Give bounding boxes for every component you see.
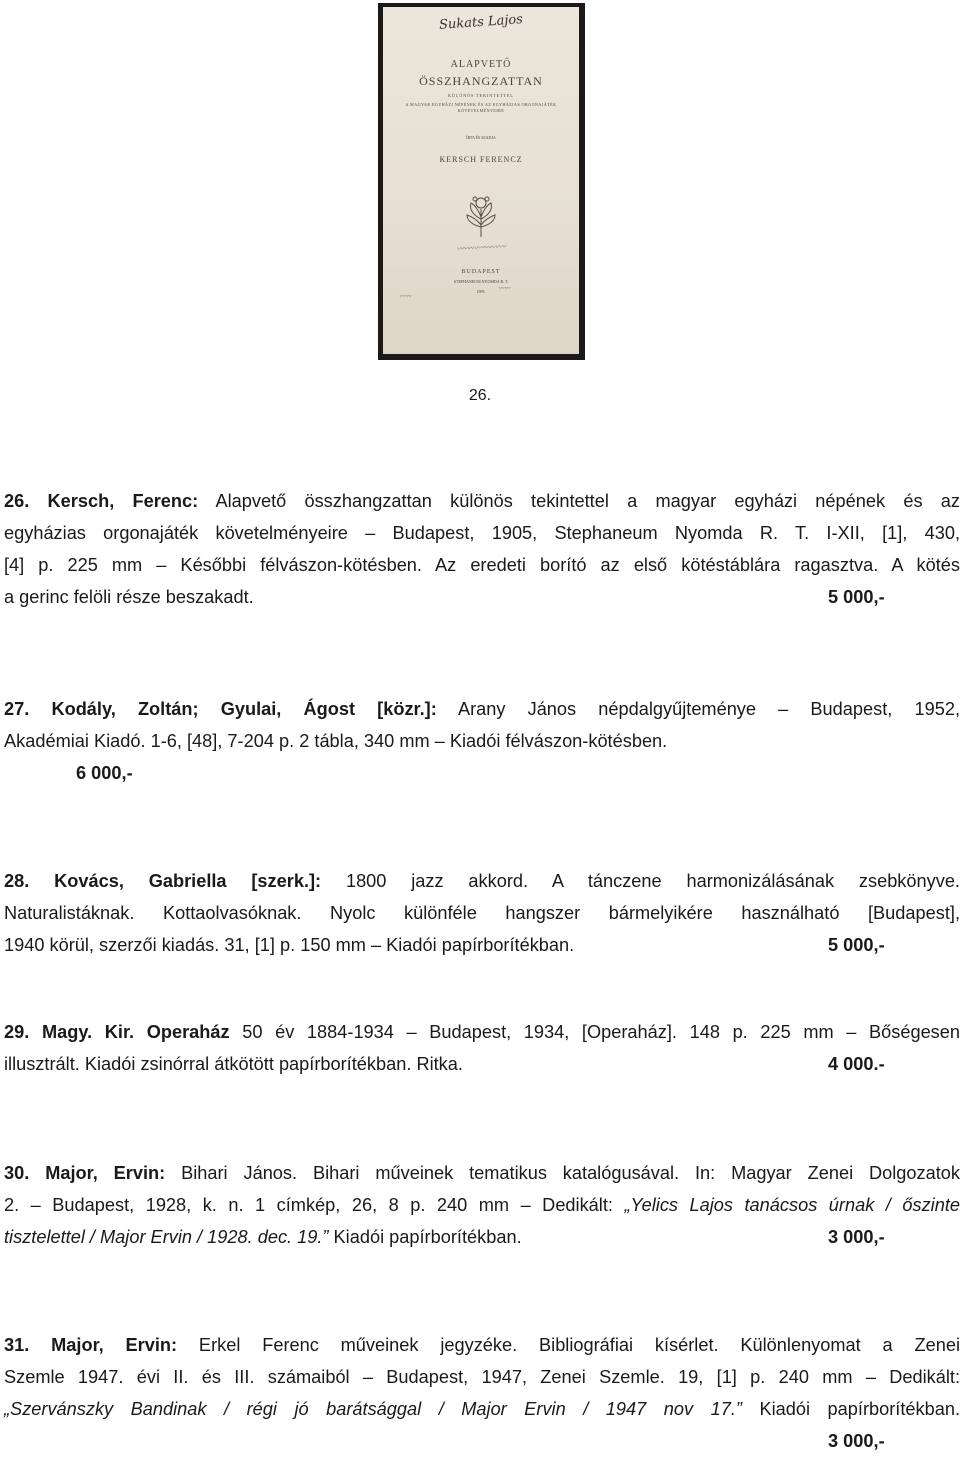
entry-text: 50 év 1884-1934 – Budapest, 1934, [Operaház]. 148 p. 225 mm – Bőségesen [229,1022,960,1042]
cover-subtitle2: A MAGYAR EGYHÁZI NÉPÉNEK ÉS AZ EGYHÁZIAS ORGONAJÁTÉK KÖVETELMÉNYEIRE [405,102,557,113]
entry-dedication: „Szervánszky Bandinak / régi jó barátsággal / Major Ervin / 1947 nov 17.” [4,1399,742,1419]
catalog-entry-28 [4,865,960,961]
entry-text: Szemle 1947. évi II. és III. számaiból – Budapest, 1947, Zenei Szemle. 19, [1] p. 240 mm – Dedikált: [4,1367,960,1387]
catalog-entry-31 [4,1329,960,1451]
entry-text: egyházias orgonajáték követelményeire – Budapest, 1905, Stephaneum Nyomda R. T. I-XII, [1], 430, [4,523,960,543]
entry-text: 1940 körül, szerzői kiadás. 31, [1] p. 150 mm – Kiadói papírborítékban. [4,935,575,955]
entry-author: Major, Ervin: [45,1163,166,1183]
entry-author: Magy. Kir. [41,1022,135,1042]
entry-text: Alapvető összhangzattan különös tekintettel a magyar egyházi népének és az [198,491,960,511]
entry-price: 6 000,- [76,763,133,783]
entry-number: 26. [4,491,30,511]
entry-text: Kiadói papírborítékban. [741,1399,960,1419]
entry-text: Bihari János. Bihari műveinek tematikus katalógusával. In: Magyar Zenei Dolgozatok [165,1163,960,1183]
cover-year: 1905. [476,289,486,294]
ornament-icon [383,193,579,239]
entry-price: 3 000,- [828,1431,885,1451]
entry-text: Akadémiai Kiadó. 1-6, [48], 7-204 p. 2 tábla, 340 mm – Kiadói félvászon-kötésben. [4,731,668,751]
entry-price: 4 000.- [828,1054,885,1074]
cover-signature: Sukats Lajos [438,12,524,33]
entry-author: Kodály, Zoltán; Gyulai, Ágost [közr.]: [51,699,437,719]
cover-author: KERSCH FERENCZ [439,155,523,164]
entry-text: Kiadói papírborítékban. [328,1227,522,1247]
cover-subtitle: KÜLÖNÖS TEKINTETTEL [448,93,514,98]
figure-caption: 26. [468,387,492,404]
entry-title: Operaház [146,1022,230,1042]
entry-author: Kersch, Ferenc: [47,491,199,511]
catalog-entry-26 [4,485,960,613]
handwritten-mark: 〰〰 [399,293,412,300]
entry-price: 3 000,- [828,1227,885,1247]
book-cover-photo [378,3,585,360]
catalog-entry-30 [4,1157,960,1253]
entry-price: 5 000,- [828,935,885,955]
cover-city: BUDAPEST [461,269,501,275]
entry-text: Arany János népdalgyűjteménye – Budapest, 1952, [436,699,960,719]
entry-author: Kovács, Gabriella [szerk.]: [54,871,322,891]
catalog-entry-29 [4,1016,960,1080]
entry-text: [4] p. 225 mm – Későbbi félvászon-kötésben. Az eredeti borító az első kötéstáblára ragasztva. A kötés [4,555,960,575]
entry-text: Naturalistáknak. Kottaolvasóknak. Nyolc különféle hangszer bármelyikére használható [Budapest], [4,903,960,923]
entry-number: 31. [4,1335,30,1355]
entry-text: Erkel Ferenc műveinek jegyzéke. Bibliográfiai kísérlet. Különlenyomat a Zenei [177,1335,960,1355]
entry-number: 27. [4,699,30,719]
entry-number: 29. [4,1022,30,1042]
catalog-entry-27 [4,693,960,783]
cover-small-text: ÍRTA ÉS KIADJA [466,135,496,140]
handwritten-note: 〰〰〰〰〰〰〰 [456,242,506,254]
entry-text: 2. – Budapest, 1928, k. n. 1 címkép, 26, 8 p. 240 mm – Dedikált: [4,1195,625,1215]
cover-title-line2: ÖSSZHANGZATTAN [419,74,543,88]
entry-text: a gerinc felöli része beszakadt. [4,587,254,607]
entry-author: Major, Ervin: [51,1335,178,1355]
entry-dedication: „Yelics Lajos tanácsos úrnak / őszinte [624,1195,960,1215]
entry-number: 28. [4,871,30,891]
cover-press: STEPHANEUM NYOMDA R. T. [453,279,509,284]
entry-dedication: tisztelettel / Major Ervin / 1928. dec. 19.” [4,1227,329,1247]
entry-number: 30. [4,1163,30,1183]
cover-title-line1: ALAPVETŐ [450,59,512,70]
handwritten-mark: 〰〰 [498,285,511,292]
entry-price: 5 000,- [828,587,885,607]
entry-text: illusztrált. Kiadói zsinórral átkötött papírborítékban. Ritka. [4,1054,463,1074]
entry-text: 1800 jazz akkord. A tánczene harmonizálásának zsebkönyve. [321,871,960,891]
